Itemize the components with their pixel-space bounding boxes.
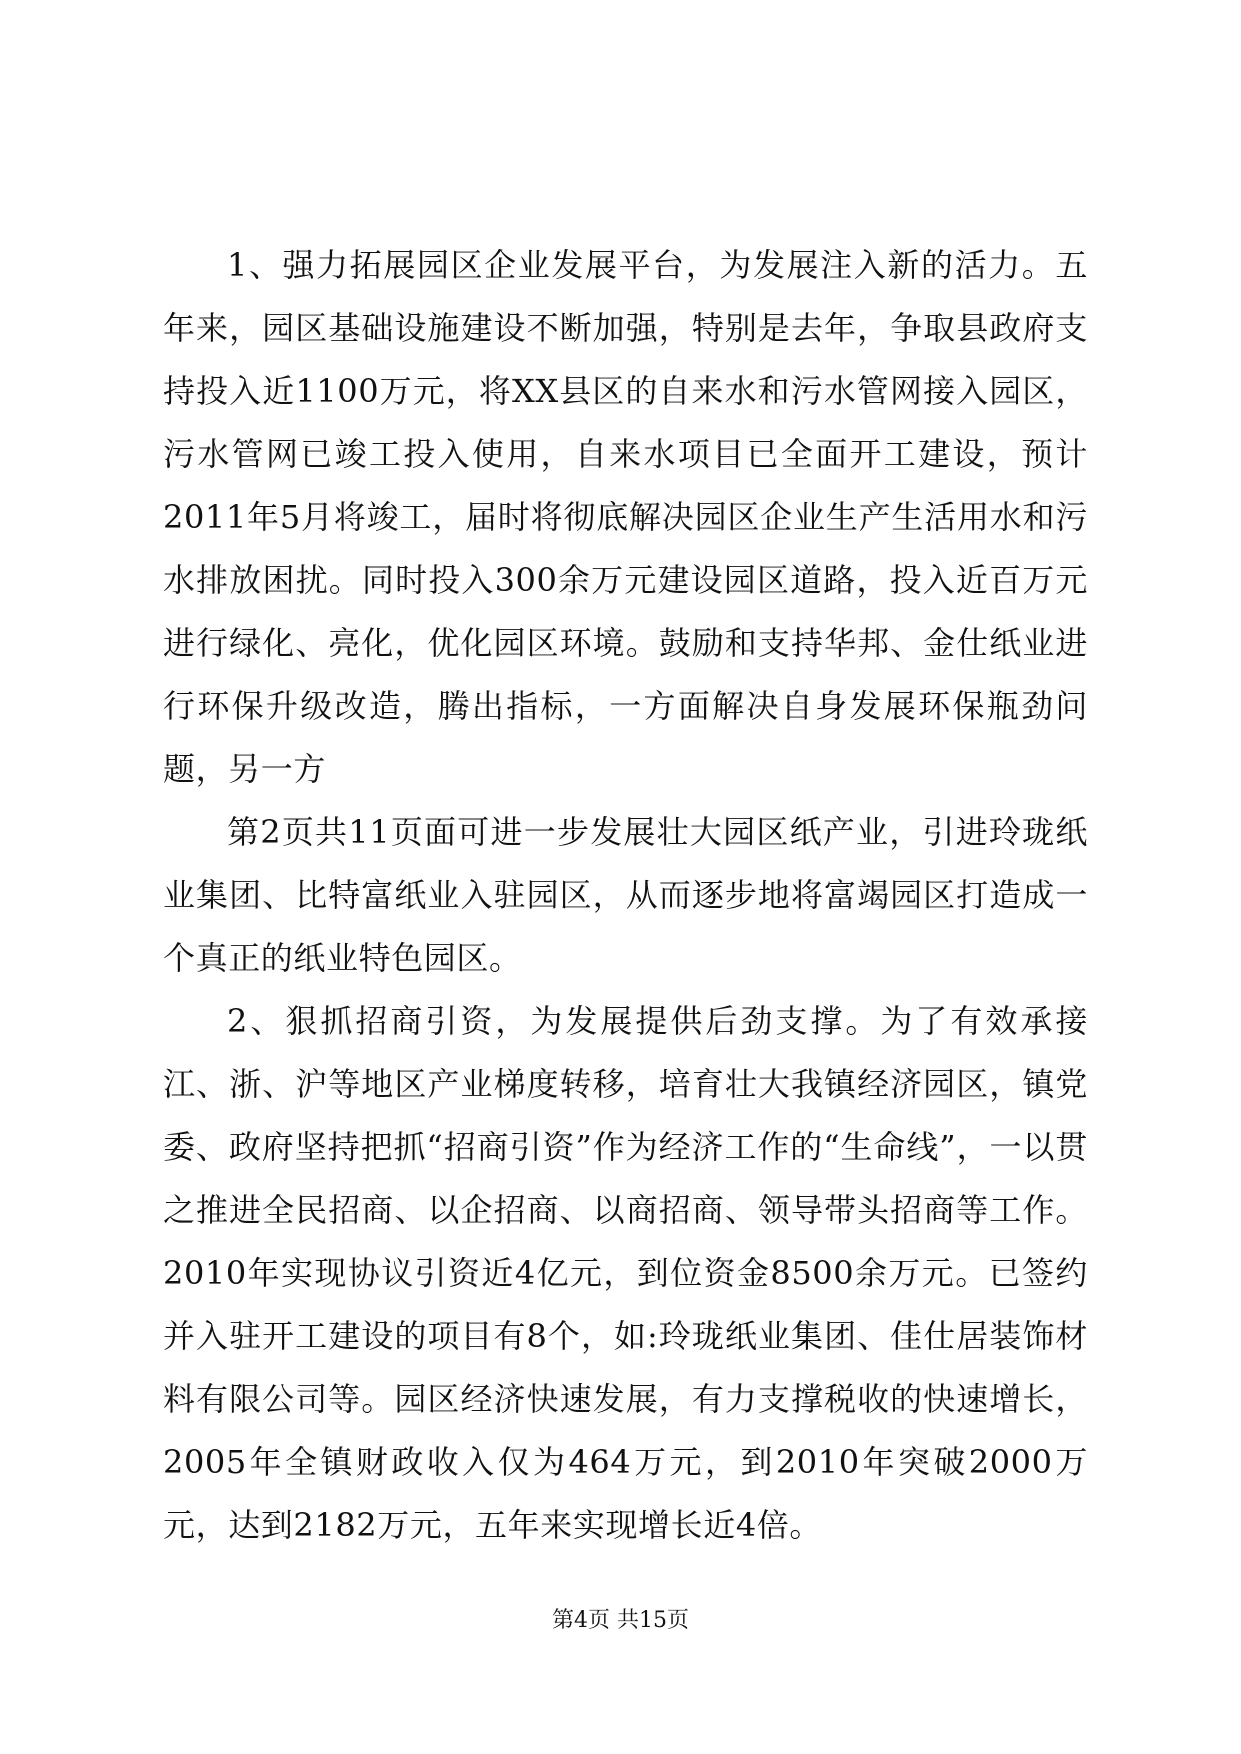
page-footer: 第4页 共15页 (552, 1608, 689, 1633)
body-text (163, 234, 1088, 1557)
paragraph-3: 2、狠抓招商引资，为发展提供后劲支撑。为了有效承接江、浙、沪等地区产业梯度转移，培育壮大我镇经济园区，镇党委、政府坚持把抓“招商引资”作为经济工作的“生命线”，一以贯之推进全民招商、以企招商、以商招商、领导带头招商等工作。2010年实现协议引资近4亿元，到位资金8500余万元。已签约并入驻开工建设的项目有8个，如:玲珑纸业集团、佳仕居装饰材料有限公司等。园区经济快速发展，有力支撑税收的快速增长，2005年全镇财政收入仅为464万元，到2010年突破2000万元，达到2182万元，五年来实现增长近4倍。 (163, 1002, 1088, 1544)
paragraph-2: 第2页共11页面可进一步发展壮大园区纸产业，引进玲珑纸业集团、比特富纸业入驻园区，从而逐步地将富竭园区打造成一个真正的纸业特色园区。 (163, 813, 1088, 977)
paragraph-1: 1、强力拓展园区企业发展平台，为发展注入新的活力。五年来，园区基础设施建设不断加强，特别是去年，争取县政府支持投入近1100万元，将XX县区的自来水和污水管网接入园区，污水管网已竣工投入使用，自来水项目已全面开工建设，预计2011年5月将竣工，届时将彻底解决园区企业生产生活用水和污水排放困扰。同时投入300余万元建设园区道路，投入近百万元进行绿化、亮化，优化园区环境。鼓励和支持华邦、金仕纸业进行环保升级改造，腾出指标，一方面解决自身发展环保瓶劲问题，另一方 (163, 246, 1088, 788)
